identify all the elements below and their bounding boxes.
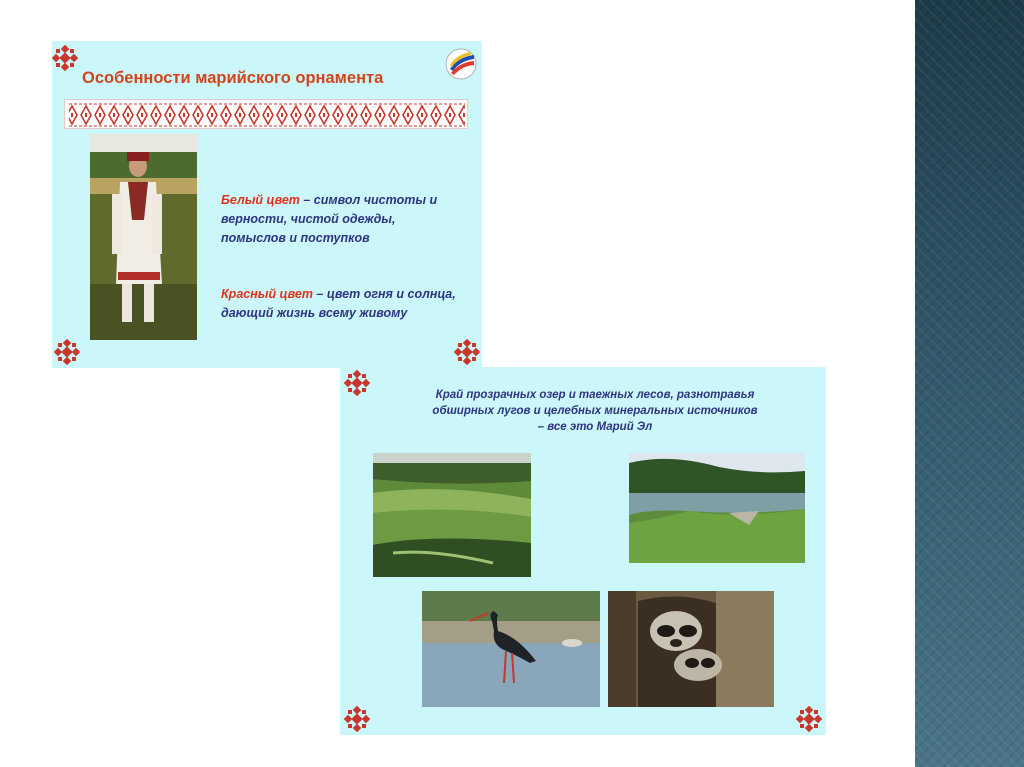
photo-stork [422, 591, 600, 707]
logo-flag-icon [444, 47, 478, 81]
red-color-label: Красный цвет [221, 287, 313, 301]
ornament-corner-icon [454, 339, 480, 365]
photo-raccoon [608, 591, 774, 707]
red-color-description [221, 285, 461, 323]
ornament-strip [64, 99, 468, 129]
photo-river [629, 453, 805, 563]
decorative-side-band [915, 0, 1024, 767]
slide-title: Особенности марийского орнамента [82, 69, 384, 87]
red-color-text: – цвет огня и солнца, дающий жизнь всему живому [221, 287, 456, 320]
photo-fields-aerial [373, 453, 531, 577]
white-color-label: Белый цвет [221, 193, 300, 207]
ornament-corner-icon [52, 45, 78, 71]
white-color-description [221, 191, 461, 248]
ornament-corner-icon [796, 706, 822, 732]
ornament-corner-icon [54, 339, 80, 365]
photo-woman-costume [90, 134, 197, 340]
slide-mari-el-nature [340, 367, 826, 735]
ornament-corner-icon [344, 706, 370, 732]
ornament-corner-icon [344, 370, 370, 396]
white-color-text: – символ чистоты и верности, чистой одежды, помыслов и поступков [221, 193, 438, 245]
slide-ornament [52, 41, 482, 368]
slide-title: Край прозрачных озер и таежных лесов, разнотравья обширных лугов и целебных минеральных источников – все это Марий Эл [432, 389, 758, 433]
